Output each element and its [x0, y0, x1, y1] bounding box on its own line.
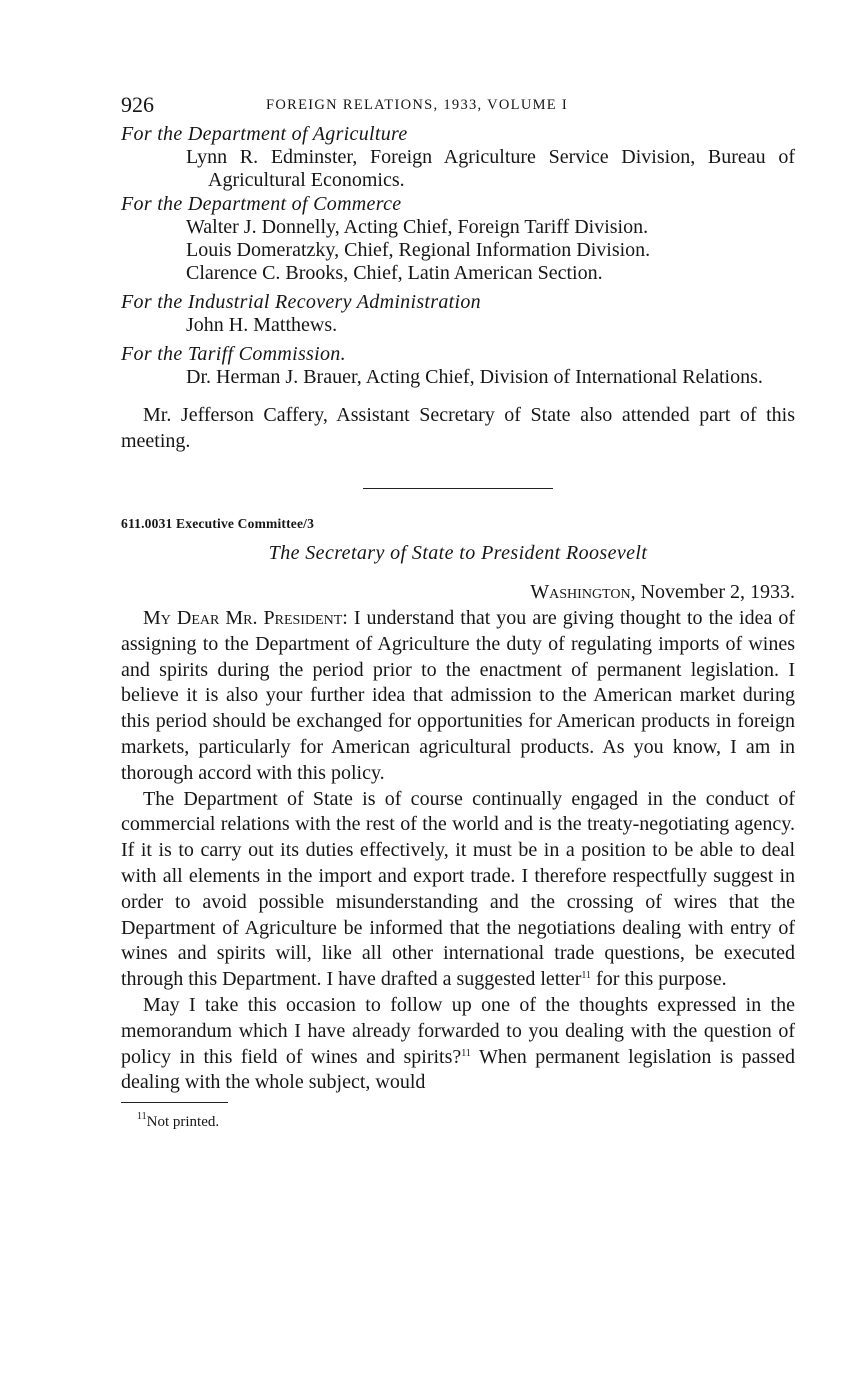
attendee-group: [121, 343, 795, 389]
dateline: [121, 581, 795, 604]
footnote-reference[interactable]: 11: [581, 970, 592, 982]
dateline-place: Washington,: [530, 581, 636, 603]
letter-paragraph: [121, 787, 795, 993]
department-heading: For the Department of Commerce: [121, 193, 402, 215]
section-divider: [363, 488, 553, 489]
file-reference: 611.0031 Executive Committee/3: [121, 516, 315, 531]
footnote-reference[interactable]: 11: [461, 1047, 471, 1059]
attendee-group: [121, 193, 795, 285]
department-heading: For the Tariff Commission.: [121, 343, 346, 365]
footnote-divider: [121, 1102, 228, 1103]
department-heading: For the Department of Agriculture: [121, 123, 408, 145]
running-header: [121, 90, 795, 122]
salutation: My Dear Mr. President: [143, 607, 343, 629]
page: [121, 90, 795, 1131]
member-entry: John H. Matthews.: [186, 314, 338, 336]
paragraph-text: for this purpose.: [591, 968, 727, 991]
footnote-number: 11: [137, 1111, 147, 1123]
attendee-group: [121, 123, 795, 192]
letter-paragraph: [121, 993, 795, 1096]
paragraph-text: When permanent legislation is passed dealing with the whole subject, would: [121, 1045, 795, 1094]
member-entry: Clarence C. Brooks, Chief, Latin American Section.: [186, 262, 603, 284]
member-entry: Dr. Herman J. Brauer, Acting Chief, Division of International Relations.: [186, 366, 763, 388]
paragraph-text: May I take this occasion to follow up one of the thoughts expressed in the memorandum which I have already forwarded to you dealing with the question of policy in this field of wines and spirits?: [121, 993, 795, 1068]
member-entry: Lynn R. Edminster, Foreign Agriculture Service Division, Bureau of Agricultural Economics.: [186, 146, 795, 191]
member-entry: Walter J. Donnelly, Acting Chief, Foreign Tariff Division.: [186, 216, 649, 238]
paragraph-text: The Department of State is of course continually engaged in the conduct of commercial relations with the rest of the world and is the treaty-negotiating agency. If it is to carry out its duties effectively, it must be in a position to be able to deal with all elements in the import and export trade. I therefore respectfully suggest in order to avoid possible misunderstanding and the crossing of wires that the Department of Agriculture be informed that the negotiations dealing with entry of wines and spirits will, like all other international trade questions, be executed through this Department. I have drafted a suggested letter: [121, 787, 795, 991]
running-title: FOREIGN RELATIONS, 1933, VOLUME I: [266, 97, 569, 113]
member-entry: Louis Domeratzky, Chief, Regional Information Division.: [186, 239, 651, 261]
document-title: The Secretary of State to President Roosevelt: [268, 542, 648, 564]
department-heading: For the Industrial Recovery Administration: [121, 291, 481, 313]
closing-note: Mr. Jefferson Caffery, Assistant Secretary of State also attended part of this meeting.: [121, 404, 795, 452]
letter-paragraph: [121, 606, 795, 787]
paragraph-text: : I understand that you are giving thought to the idea of assigning to the Department of Agriculture the duty of regulating imports of wines and spirits during the period prior to the enactment of permanent legislation. I believe it is also your further idea that admission to the American market during this period should be exchanged for opportunities for American products in foreign markets, particularly for American agricultural products. As you know, I am in thorough accord with this policy.: [121, 607, 796, 784]
footnote-text: Not printed.: [146, 1114, 220, 1131]
attendee-group: [121, 291, 795, 337]
dateline-date: November 2, 1933.: [635, 581, 795, 603]
page-number: 926: [121, 92, 154, 117]
footnote: [121, 1111, 795, 1131]
